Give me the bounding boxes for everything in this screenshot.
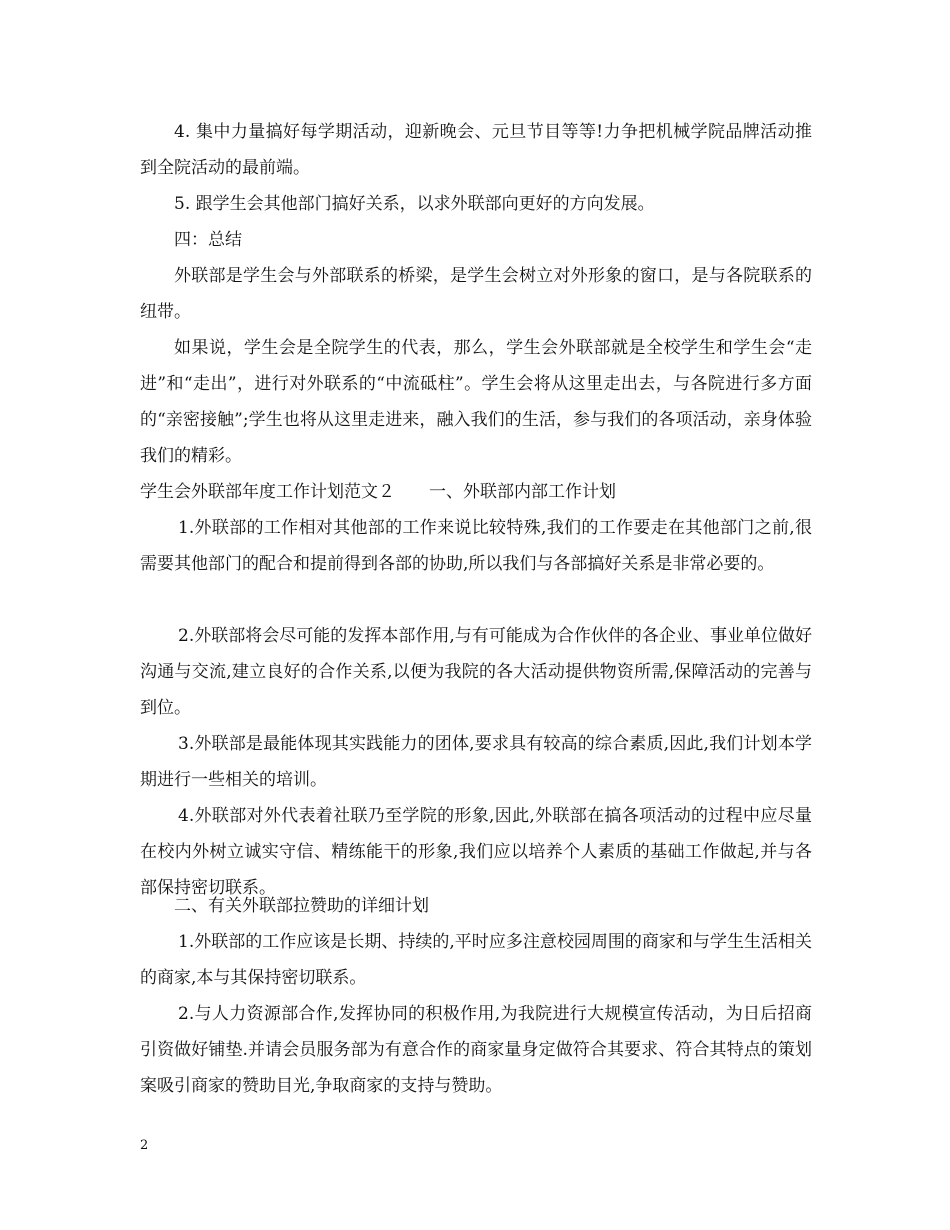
paragraph-internal-1: 1.外联部的工作相对其他部的工作来说比较特殊,我们的工作要走在其他部门之前,很需要其他部门的配合和提前得到各部的协助,所以我们与各部搞好关系是非常必要的。 bbox=[140, 518, 812, 574]
paragraph-item-4-activities: 4. 集中力量搞好每学期活动，迎新晚会、元旦节目等等!力争把机械学院品牌活动推到全院活动的最前端。 bbox=[140, 122, 812, 178]
page-number: 2 bbox=[140, 1138, 149, 1153]
paragraph-summary-pillar: 如果说，学生会是全院学生的代表，那么，学生会外联部就是全校学生和学生会“走进”和“走出”，进行对外联系的“中流砥柱”。学生会将从这里走出去，与各院进行多方面的“亲密接触”;学生也将从这里走进来，融入我们的生活，参与我们的各项活动，亲身体验我们的精彩。 bbox=[140, 338, 812, 466]
paragraph-internal-3: 3.外联部是最能体现其实践能力的团体,要求具有较高的综合素质,因此,我们计划本学期进行一些相关的培训。 bbox=[140, 734, 812, 790]
section-heading-sponsorship: 二、有关外联部拉赞助的详细计划 bbox=[174, 896, 429, 916]
section-heading-plan-2: 学生会外联部年度工作计划范文２ 一、外联部内部工作计划 bbox=[140, 482, 616, 502]
paragraph-internal-2: 2.外联部将会尽可能的发挥本部作用,与有可能成为合作伙伴的各企业、事业单位做好沟通与交流,建立良好的合作关系,以便为我院的各大活动提供物资所需,保障活动的完善与到位。 bbox=[140, 626, 812, 718]
paragraph-summary-bridge: 外联部是学生会与外部联系的桥梁，是学生会树立对外形象的窗口，是与各院联系的纽带。 bbox=[140, 266, 812, 322]
section-heading-summary: 四：总结 bbox=[174, 230, 242, 250]
paragraph-internal-4: 4.外联部对外代表着社联乃至学院的形象,因此,外联部在搞各项活动的过程中应尽量在校内外树立诚实守信、精练能干的形象,我们应以培养个人素质的基础工作做起,并与各部保持密切联系。 bbox=[140, 806, 812, 898]
paragraph-item-5-relations: 5. 跟学生会其他部门搞好关系，以求外联部向更好的方向发展。 bbox=[174, 194, 655, 214]
paragraph-sponsorship-2: 2.与人力资源部合作,发挥协同的积极作用,为我院进行大规模宣传活动，为日后招商引资做好铺垫.并请会员服务部为有意合作的商家量身定做符合其要求、符合其特点的策划案吸引商家的赞助目光,争取商家的支持与赞助。 bbox=[140, 1004, 812, 1096]
paragraph-sponsorship-1: 1.外联部的工作应该是长期、持续的,平时应多注意校园周围的商家和与学生生活相关的商家,本与其保持密切联系。 bbox=[140, 932, 812, 988]
